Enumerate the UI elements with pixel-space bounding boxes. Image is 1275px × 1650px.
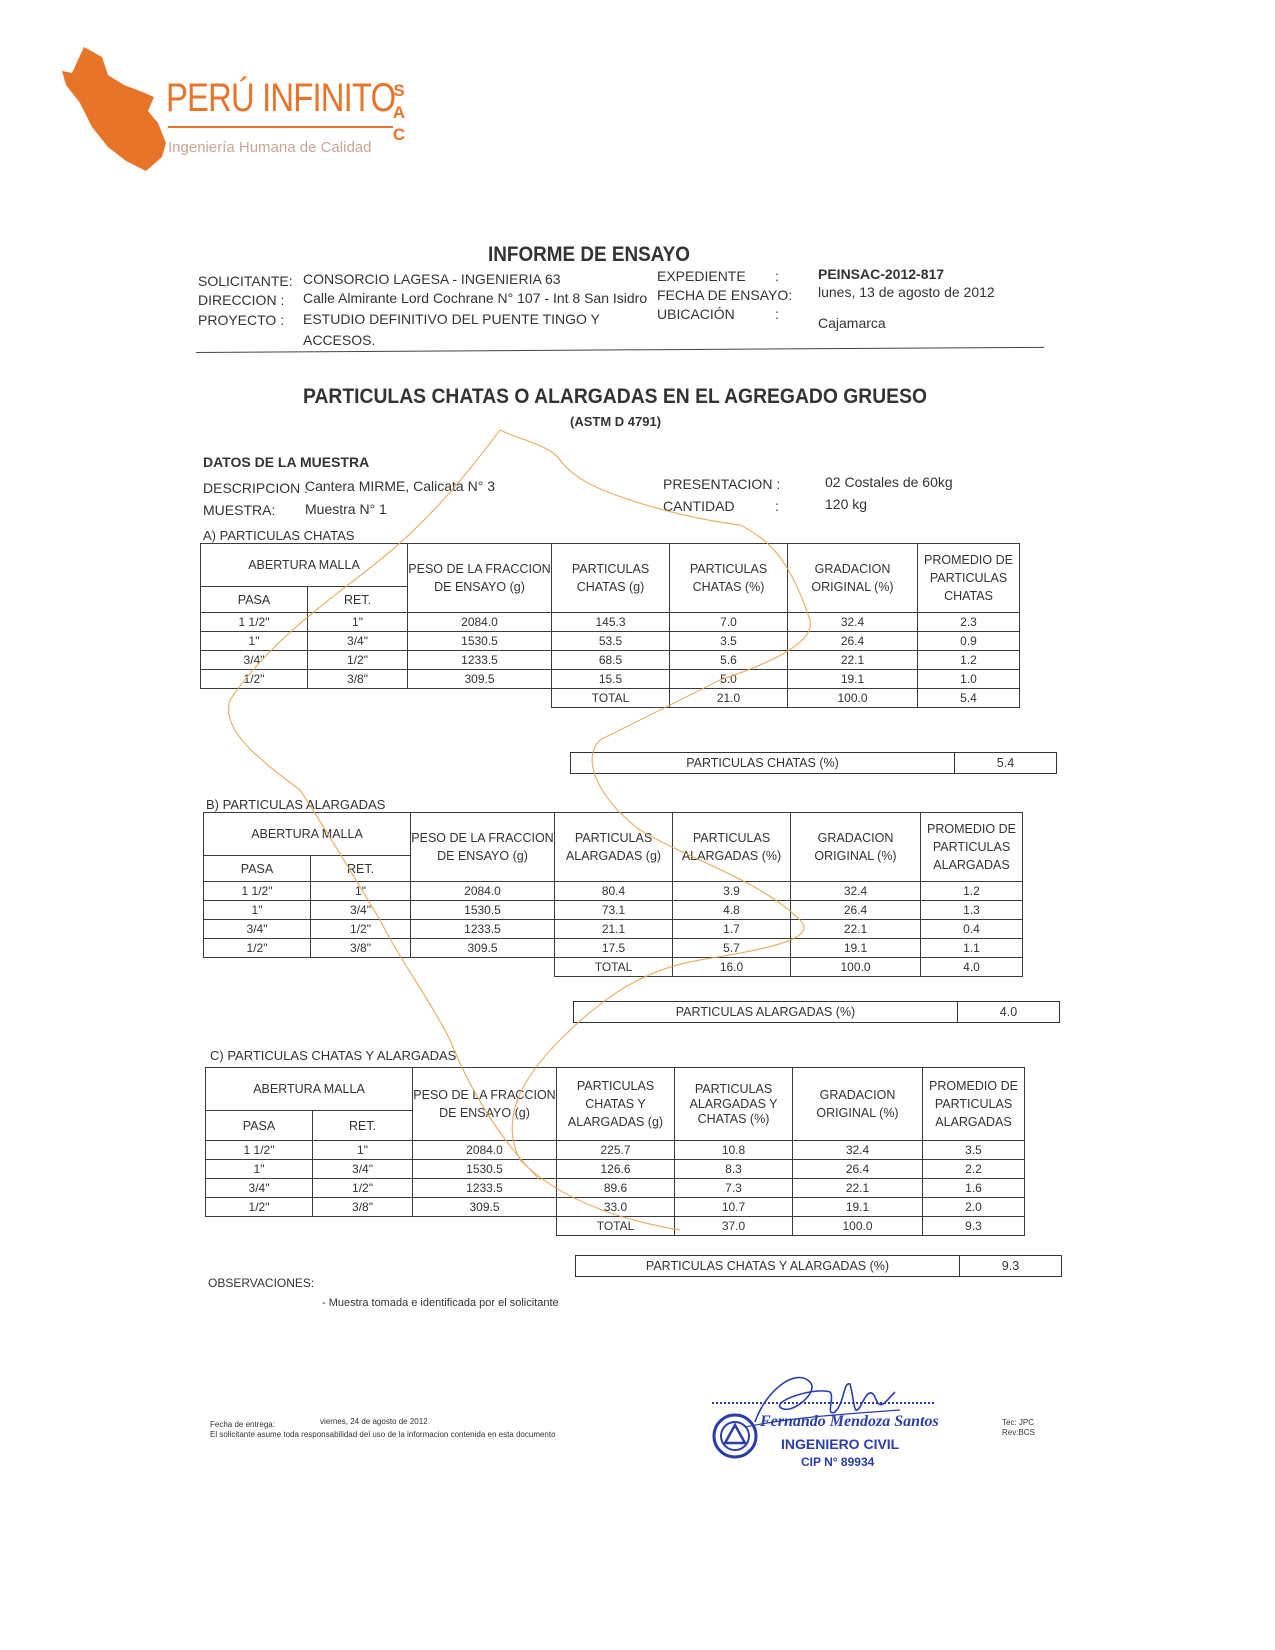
delivery-label: Fecha de entrega: (210, 1420, 275, 1429)
descripcion-label: DESCRIPCION : (203, 480, 309, 496)
promedio-cell: 0.4 (921, 920, 1023, 939)
stamp-engineer-name: Fernando Mendoza Santos (760, 1413, 939, 1430)
gradacion-cell: 19.1 (788, 670, 918, 689)
peso-cell: 309.5 (408, 670, 552, 689)
section-c-title: C) PARTICULAS CHATAS Y ALARGADAS (210, 1048, 457, 1063)
ret-header: RET. (308, 587, 408, 613)
abertura-header: ABERTURA MALLA (206, 1068, 413, 1111)
fecha-ensayo-value: lunes, 13 de agosto de 2012 (818, 284, 995, 300)
pasa-header: PASA (201, 587, 308, 613)
direccion-label: DIRECCION : (198, 292, 285, 308)
abertura-header: ABERTURA MALLA (201, 544, 408, 587)
promedio-cell: 1.2 (918, 651, 1020, 670)
pct-cell: 7.0 (670, 613, 788, 632)
pasa-cell: 3/4" (204, 920, 311, 939)
brand-suffix (390, 80, 408, 146)
total-label: TOTAL (555, 958, 673, 977)
observations-note: - Muestra tomada e identificada por el solicitante (322, 1297, 559, 1309)
expediente-value: PEINSAC-2012-817 (818, 266, 945, 282)
observations-label: OBSERVACIONES: (208, 1276, 315, 1290)
summary-value: 5.4 (955, 753, 1057, 774)
pct-cell: 5.0 (670, 670, 788, 689)
peso-cell: 1530.5 (413, 1160, 557, 1179)
table-row (201, 613, 1020, 632)
pct-cell: 8.3 (675, 1160, 793, 1179)
promedio-cell: 2.2 (923, 1160, 1025, 1179)
total-promedio-cell: 9.3 (923, 1217, 1025, 1236)
fecha-ensayo-label: FECHA DE ENSAYO: (657, 287, 793, 303)
total-label: TOTAL (557, 1217, 675, 1236)
gradacion-cell: 26.4 (788, 632, 918, 651)
peru-map-logo-icon (62, 45, 172, 175)
pasa-cell: 3/4" (206, 1179, 313, 1198)
ret-cell: 3/8" (313, 1198, 413, 1217)
table-row (206, 1160, 1025, 1179)
total-row (206, 1217, 1025, 1236)
expediente-colon: : (775, 268, 779, 284)
sample-heading: DATOS DE LA MUESTRA (203, 454, 370, 470)
table-row (206, 1179, 1025, 1198)
muestra-label: MUESTRA: (203, 502, 276, 518)
reviewer-block (1002, 1418, 1035, 1438)
ret-cell: 1" (311, 882, 411, 901)
summary-c (575, 1255, 1062, 1277)
brand-name: PERÚ INFINITO (166, 76, 396, 120)
gradacion-cell: 22.1 (791, 920, 921, 939)
summary-value: 4.0 (958, 1002, 1060, 1023)
section-b-title: B) PARTICULAS ALARGADAS (206, 797, 386, 812)
peso-cell: 2084.0 (411, 882, 555, 901)
peso-cell: 1530.5 (408, 632, 552, 651)
gradacion-cell: 32.4 (788, 613, 918, 632)
peso-header: PESO DE LA FRACCION DE ENSAYO (g) (413, 1068, 557, 1141)
brand-suffix-a: A (392, 103, 406, 122)
table-b (203, 812, 1023, 977)
particulas-cell: 15.5 (552, 670, 670, 689)
ret-cell: 3/8" (311, 939, 411, 958)
pct-cell: 1.7 (673, 920, 791, 939)
promedio-header: PROMEDIO DE PARTICULAS ALARGADAS (923, 1068, 1025, 1141)
gradacion-cell: 26.4 (791, 901, 921, 920)
gradacion-cell: 22.1 (788, 651, 918, 670)
proyecto-value-line1: ESTUDIO DEFINITIVO DEL PUENTE TINGO Y (303, 311, 600, 327)
ret-cell: 1" (308, 613, 408, 632)
peso-cell: 309.5 (413, 1198, 557, 1217)
total-promedio-cell: 4.0 (921, 958, 1023, 977)
pasa-cell: 1/2" (204, 939, 311, 958)
peso-cell: 1530.5 (411, 901, 555, 920)
table-row (204, 901, 1023, 920)
ubicacion-value: Cajamarca (818, 315, 886, 331)
promedio-cell: 3.5 (923, 1141, 1025, 1160)
solicitante-value: CONSORCIO LAGESA - INGENIERIA 63 (303, 271, 561, 287)
peso-header: PESO DE LA FRACCION DE ENSAYO (g) (411, 813, 555, 882)
summary-a (570, 752, 1057, 774)
peso-cell: 1233.5 (413, 1179, 557, 1198)
stamp-engineer-role: INGENIERO CIVIL (781, 1436, 900, 1452)
muestra-value: Muestra N° 1 (305, 501, 387, 517)
stamp-dotted-line (712, 1402, 934, 1404)
promedio-cell: 1.3 (921, 901, 1023, 920)
gradacion-header: GRADACION ORIGINAL (%) (791, 813, 921, 882)
peso-cell: 2084.0 (408, 613, 552, 632)
gradacion-cell: 19.1 (791, 939, 921, 958)
particulas-pct-header: PARTICULAS ALARGADAS (%) (673, 813, 791, 882)
pct-cell: 5.6 (670, 651, 788, 670)
ret-cell: 1/2" (313, 1179, 413, 1198)
peso-cell: 1233.5 (411, 920, 555, 939)
total-pct-cell: 37.0 (675, 1217, 793, 1236)
total-gradacion-cell: 100.0 (791, 958, 921, 977)
summary-label: PARTICULAS CHATAS Y ALARGADAS (%) (576, 1256, 960, 1277)
total-promedio-cell: 5.4 (918, 689, 1020, 708)
ret-header: RET. (311, 856, 411, 882)
summary-label: PARTICULAS CHATAS (%) (571, 753, 955, 774)
total-pct-cell: 21.0 (670, 689, 788, 708)
ret-cell: 3/4" (308, 632, 408, 651)
particulas-cell: 17.5 (555, 939, 673, 958)
gradacion-cell: 26.4 (793, 1160, 923, 1179)
particulas-header: PARTICULAS CHATAS Y ALARGADAS (g) (557, 1068, 675, 1141)
table-a (200, 543, 1020, 708)
disclaimer: El solicitante asume toda responsabilidad del uso de la informacion contenida en esta documento (210, 1430, 556, 1439)
particulas-cell: 68.5 (552, 651, 670, 670)
ret-cell: 3/4" (311, 901, 411, 920)
pasa-cell: 1 1/2" (201, 613, 308, 632)
particulas-cell: 145.3 (552, 613, 670, 632)
total-gradacion-cell: 100.0 (793, 1217, 923, 1236)
table-row (204, 920, 1023, 939)
promedio-cell: 1.2 (921, 882, 1023, 901)
particulas-pct-header: PARTICULAS CHATAS (%) (670, 544, 788, 613)
pct-cell: 10.7 (675, 1198, 793, 1217)
section-a-title: A) PARTICULAS CHATAS (203, 528, 355, 543)
particulas-cell: 126.6 (557, 1160, 675, 1179)
particulas-header: PARTICULAS CHATAS (g) (552, 544, 670, 613)
brand-suffix-c: C (392, 125, 406, 144)
pasa-cell: 1/2" (201, 670, 308, 689)
tec-label: Tec: JPC (1002, 1418, 1035, 1427)
promedio-cell: 1.1 (921, 939, 1023, 958)
particulas-cell: 53.5 (552, 632, 670, 651)
summary-label: PARTICULAS ALARGADAS (%) (574, 1002, 958, 1023)
total-gradacion-cell: 100.0 (788, 689, 918, 708)
pasa-header: PASA (204, 856, 311, 882)
pct-cell: 5.7 (673, 939, 791, 958)
ret-cell: 1/2" (311, 920, 411, 939)
table-row (204, 939, 1023, 958)
ubicacion-colon: : (775, 306, 779, 322)
pasa-cell: 1" (201, 632, 308, 651)
table-row (206, 1141, 1025, 1160)
descripcion-value: Cantera MIRME, Calicata N° 3 (305, 478, 495, 494)
proyecto-label: PROYECTO : (198, 312, 285, 328)
test-title: PARTICULAS CHATAS O ALARGADAS EN EL AGREGADO GRUESO (303, 385, 927, 408)
report-title: INFORME DE ENSAYO (488, 243, 690, 266)
gradacion-cell: 22.1 (793, 1179, 923, 1198)
promedio-cell: 1.6 (923, 1179, 1025, 1198)
ret-cell: 1/2" (308, 651, 408, 670)
presentacion-label: PRESENTACION : (663, 476, 781, 492)
peso-cell: 1233.5 (408, 651, 552, 670)
ubicacion-label: UBICACIÓN (657, 306, 735, 322)
table-c (205, 1067, 1025, 1236)
abertura-header: ABERTURA MALLA (204, 813, 411, 856)
promedio-cell: 1.0 (918, 670, 1020, 689)
promedio-header: PROMEDIO DE PARTICULAS CHATAS (918, 544, 1020, 613)
pasa-cell: 1" (206, 1160, 313, 1179)
particulas-cell: 80.4 (555, 882, 673, 901)
pasa-cell: 1 1/2" (206, 1141, 313, 1160)
total-label: TOTAL (552, 689, 670, 708)
promedio-cell: 2.0 (923, 1198, 1025, 1217)
summary-value: 9.3 (960, 1256, 1062, 1277)
pasa-cell: 1 1/2" (204, 882, 311, 901)
gradacion-cell: 19.1 (793, 1198, 923, 1217)
pct-cell: 4.8 (673, 901, 791, 920)
rev-label: Rev:BCS (1002, 1428, 1035, 1437)
test-standard: (ASTM D 4791) (570, 414, 662, 429)
pct-cell: 3.9 (673, 882, 791, 901)
expediente-label: EXPEDIENTE (657, 268, 746, 284)
particulas-cell: 73.1 (555, 901, 673, 920)
gradacion-header: GRADACION ORIGINAL (%) (788, 544, 918, 613)
ret-cell: 1" (313, 1141, 413, 1160)
ret-cell: 3/4" (313, 1160, 413, 1179)
proyecto-value-line2: ACCESOS. (303, 332, 376, 348)
pasa-header: PASA (206, 1111, 313, 1141)
table-row (201, 651, 1020, 670)
brand-underline (168, 126, 393, 128)
cantidad-label: CANTIDAD (663, 498, 735, 514)
total-pct-cell: 16.0 (673, 958, 791, 977)
peso-cell: 2084.0 (413, 1141, 557, 1160)
table-row (206, 1198, 1025, 1217)
pasa-cell: 3/4" (201, 651, 308, 670)
ret-header: RET. (313, 1111, 413, 1141)
table-row (201, 670, 1020, 689)
pct-cell: 3.5 (670, 632, 788, 651)
peso-cell: 309.5 (411, 939, 555, 958)
stamp-cip-number: CIP N° 89934 (801, 1455, 875, 1469)
total-row (204, 958, 1023, 977)
particulas-cell: 89.6 (557, 1179, 675, 1198)
table-row (201, 632, 1020, 651)
particulas-cell: 33.0 (557, 1198, 675, 1217)
gradacion-header: GRADACION ORIGINAL (%) (793, 1068, 923, 1141)
particulas-cell: 21.1 (555, 920, 673, 939)
particulas-pct-header: PARTICULAS ALARGADAS Y CHATAS (%) (675, 1068, 793, 1141)
particulas-cell: 225.7 (557, 1141, 675, 1160)
direccion-value: Calle Almirante Lord Cochrane N° 107 - Int 8 San Isidro (303, 290, 648, 306)
table-row (204, 882, 1023, 901)
summary-b (573, 1001, 1060, 1023)
total-row (201, 689, 1020, 708)
solicitante-label: SOLICITANTE: (198, 273, 293, 289)
particulas-header: PARTICULAS ALARGADAS (g) (555, 813, 673, 882)
promedio-cell: 2.3 (918, 613, 1020, 632)
pasa-cell: 1/2" (206, 1198, 313, 1217)
promedio-header: PROMEDIO DE PARTICULAS ALARGADAS (921, 813, 1023, 882)
cantidad-value: 120 kg (825, 496, 868, 512)
brand-tagline: Ingeniería Humana de Calidad (168, 139, 372, 156)
pct-cell: 10.8 (675, 1141, 793, 1160)
pasa-cell: 1" (204, 901, 311, 920)
cantidad-colon: : (775, 498, 779, 514)
delivery-date: viernes, 24 de agosto de 2012 (320, 1417, 428, 1426)
ret-cell: 3/8" (308, 670, 408, 689)
engineer-seal-icon (712, 1413, 758, 1459)
gradacion-cell: 32.4 (793, 1141, 923, 1160)
presentacion-value: 02 Costales de 60kg (825, 474, 953, 490)
peso-header: PESO DE LA FRACCION DE ENSAYO (g) (408, 544, 552, 613)
promedio-cell: 0.9 (918, 632, 1020, 651)
brand-suffix-s: S (393, 81, 405, 100)
pct-cell: 7.3 (675, 1179, 793, 1198)
gradacion-cell: 32.4 (791, 882, 921, 901)
